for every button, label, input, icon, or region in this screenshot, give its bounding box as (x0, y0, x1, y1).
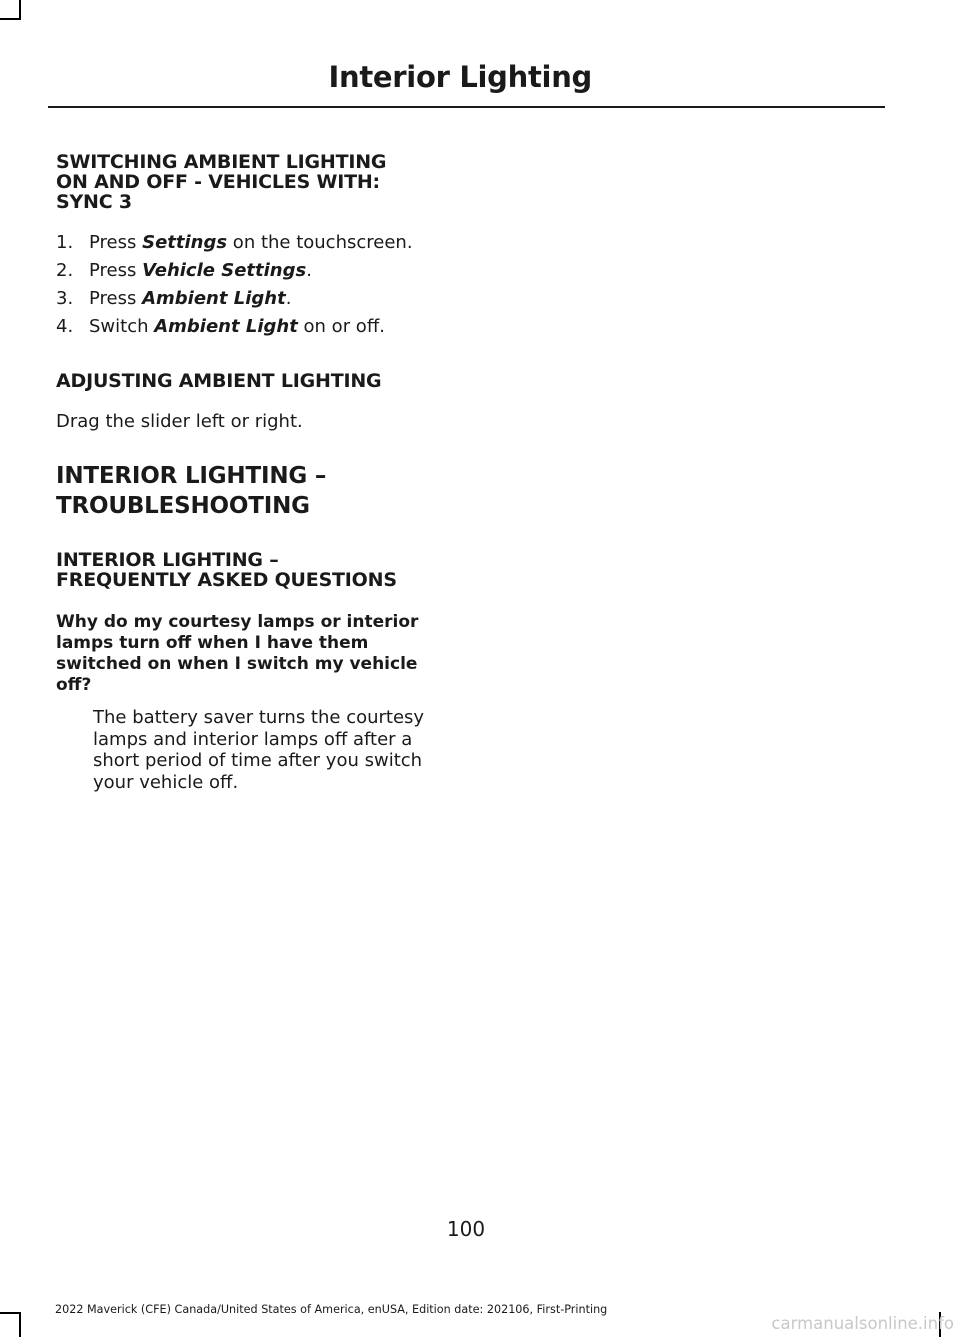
step-emphasis: Vehicle Settings (142, 260, 307, 281)
answer-line: The battery saver turns the courtesy (93, 707, 425, 728)
heading-line: INTERIOR LIGHTING – (56, 463, 327, 489)
step-number: 3. (56, 288, 74, 309)
step-pre: Switch (89, 316, 155, 337)
step-item (56, 229, 451, 257)
answer-line: short period of time after you switch (93, 750, 423, 771)
crop-mark-top-left-h (0, 18, 21, 20)
adjusting-text-container (56, 408, 451, 436)
section-heading-sync3 (56, 152, 451, 212)
faq-answer (56, 707, 451, 793)
step-post: . (285, 288, 292, 309)
section-troubleshooting (56, 461, 451, 521)
step-number: 1. (56, 232, 74, 253)
step-emphasis: Ambient Light (142, 288, 286, 309)
heading-line: INTERIOR LIGHTING – (56, 549, 279, 571)
faq-question (56, 612, 451, 696)
crop-mark-top-left-v (19, 0, 21, 18)
step-post: on the touchscreen. (227, 232, 413, 253)
heading-line: SWITCHING AMBIENT LIGHTING (56, 151, 387, 173)
crop-mark-bottom-left-v (19, 1312, 21, 1337)
heading-line: FREQUENTLY ASKED QUESTIONS (56, 569, 397, 591)
heading-line: TROUBLESHOOTING (56, 493, 310, 519)
answer-line: lamps and interior lamps off after a (93, 728, 413, 750)
step-post: . (306, 260, 312, 281)
steps-list (56, 229, 451, 341)
watermark[interactable]: carmanualsonline.info (771, 1314, 954, 1333)
section-faq (56, 550, 451, 590)
step-number: 4. (56, 316, 74, 337)
step-pre: Press (89, 288, 143, 309)
question-line: Why do my courtesy lamps or interior (56, 612, 419, 632)
heading-line: SYNC 3 (56, 191, 132, 213)
section-heading-faq (56, 550, 451, 590)
faq-question-container (56, 612, 451, 696)
section-switching-ambient (56, 152, 451, 212)
step-pre: Press (89, 260, 143, 281)
heading-line: ON AND OFF - VEHICLES WITH: (56, 171, 380, 193)
step-item (56, 257, 451, 285)
faq-answer-container (56, 707, 451, 793)
question-line: off? (56, 675, 92, 695)
question-line: switched on when I switch my vehicle (56, 654, 418, 674)
step-pre: Press (89, 232, 143, 253)
adjusting-text: Drag the slider left or right. (56, 411, 303, 432)
steps-list-container (56, 229, 451, 341)
step-post: on or off. (297, 316, 385, 337)
step-item (56, 313, 451, 341)
step-emphasis: Ambient Light (154, 316, 298, 337)
section-adjusting (56, 371, 451, 391)
answer-line: your vehicle off. (93, 771, 239, 793)
header-rule (48, 106, 885, 108)
page-number: 100 (446, 1217, 486, 1241)
chapter-heading-troubleshooting (56, 461, 451, 521)
page-title: Interior Lighting (328, 60, 592, 94)
step-item (56, 285, 451, 313)
crop-mark-bottom-left-h (0, 1312, 21, 1314)
step-number: 2. (56, 260, 74, 281)
section-heading-adjusting: ADJUSTING AMBIENT LIGHTING (56, 370, 382, 392)
step-emphasis: Settings (142, 232, 228, 253)
footer-edition: 2022 Maverick (CFE) Canada/United States of America, enUSA, Edition date: 202106, First-Printing (55, 1303, 608, 1316)
question-line: lamps turn off when I have them (56, 633, 369, 653)
